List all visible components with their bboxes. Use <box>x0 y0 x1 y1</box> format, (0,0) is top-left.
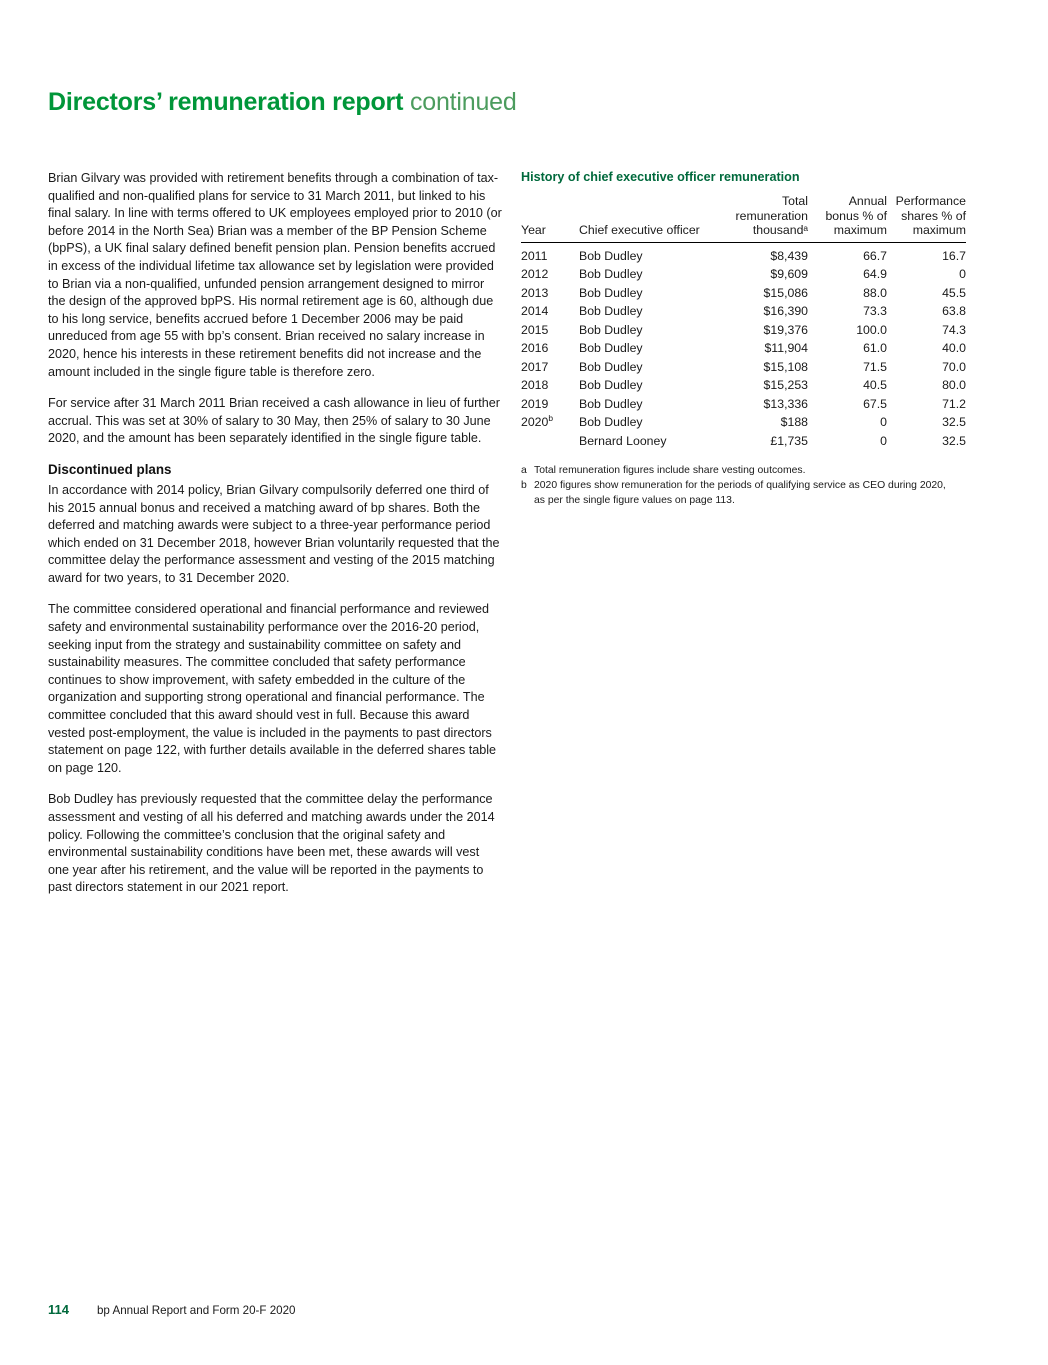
cell-shares: 32.5 <box>942 415 966 430</box>
column-header-officer-line3: Chief executive officer <box>579 223 700 238</box>
cell-shares: 16.7 <box>942 248 966 263</box>
year-value: 2011 <box>521 248 548 263</box>
column-header-bonus-line3: maximum <box>833 223 887 238</box>
footnote-b-continued: as per the single figure values on page 113. <box>534 494 735 506</box>
table-row <box>521 340 966 359</box>
cell-bonus: 73.3 <box>863 304 887 319</box>
cell-officer: Bob Dudley <box>579 304 643 319</box>
right-column <box>521 170 966 509</box>
column-header-annual-bonus <box>808 194 887 242</box>
year-value: 2019 <box>521 396 549 411</box>
cell-total: $15,108 <box>763 359 808 374</box>
cell-shares: 32.5 <box>942 433 966 448</box>
year-value: 2013 <box>521 285 549 300</box>
paragraph-2: For service after 31 March 2011 Brian received a cash allowance in lieu of further accrual. This was set at 30% of salary to 30 May, then 25% of salary to 30 June 2020, and the amount has been separately identified in the single figure table. <box>48 396 500 446</box>
cell-officer: Bob Dudley <box>579 396 643 411</box>
cell-year <box>521 395 579 414</box>
cell-year <box>521 321 579 340</box>
table-row <box>521 395 966 414</box>
column-header-bonus-line1: Annual <box>848 194 887 208</box>
cell-shares: 71.2 <box>942 396 966 411</box>
page-title-main: Directors’ remuneration report <box>48 88 404 116</box>
paragraph-1: Brian Gilvary was provided with retirement benefits through a combination of tax-qualified and non-qualified plans for service to 31 March 2011, but linked to his final salary. In line with terms offered to UK employees employed prior to 2010 (or before 2014 in the North Sea) Brian was a member of the BP Pension Scheme (bpPS), a UK final salary defined benefit pension plan. Pension benefits accrued in excess of the individual lifetime tax allowance set by legislation were provided to Brian via a non-qualified, unfunded pension arrangement designed to mirror the design of the approved bpPS. His normal retirement age is 60, although due to his long service, benefits accrued before 1 December 2006 may be paid unreduced from age 55 with bp’s consent. Brian received no salary increase in 2020, hence his interests in these retirement benefits did not increase and the amount included in the single figure table is therefore zero. <box>48 171 502 379</box>
cell-bonus: 71.5 <box>863 359 887 374</box>
cell-bonus: 88.0 <box>863 285 887 300</box>
column-header-total-remuneration <box>729 194 808 242</box>
cell-year <box>521 303 579 322</box>
table-title: History of chief executive officer remuneration <box>521 170 800 184</box>
cell-bonus: 66.7 <box>863 248 887 263</box>
ceo-remuneration-table <box>521 194 966 451</box>
cell-year <box>521 242 579 266</box>
paragraph-5: Bob Dudley has previously requested that the committee delay the performance assessment and vesting of all his deferred and matching awards under the 2014 policy. Following the committee’s conclusion that the original safety and environmental sustainability conditions have been met, these awards will vest one year after his retirement, and the value will be reported in the payments to past directors statement in our 2021 report. <box>48 792 495 895</box>
column-header-bonus-line2: bonus % of <box>825 208 887 223</box>
year-value: 2017 <box>521 359 549 374</box>
column-header-year-line3: Year <box>521 223 546 238</box>
column-header-total-line3: thousandᵃ <box>752 223 808 238</box>
cell-shares: 80.0 <box>942 378 966 393</box>
cell-officer: Bob Dudley <box>579 415 643 430</box>
page-number: 114 <box>48 1302 69 1317</box>
table-header-row <box>521 194 966 242</box>
year-value: 2014 <box>521 304 549 319</box>
cell-year <box>521 266 579 285</box>
year-value: 2012 <box>521 267 549 282</box>
table-row <box>521 303 966 322</box>
column-header-total-line1: Total <box>782 194 808 208</box>
cell-officer: Bob Dudley <box>579 359 643 374</box>
column-header-shares-line1: Performance <box>895 194 966 208</box>
cell-year <box>521 284 579 303</box>
column-header-year <box>521 194 579 242</box>
cell-officer: Bernard Looney <box>579 433 667 448</box>
cell-total: $16,390 <box>763 304 808 319</box>
cell-shares: 45.5 <box>942 285 966 300</box>
cell-shares: 0 <box>959 267 966 282</box>
cell-bonus: 67.5 <box>863 396 887 411</box>
table-row <box>521 414 966 433</box>
cell-bonus: 0 <box>880 433 887 448</box>
cell-shares: 70.0 <box>942 359 966 374</box>
cell-bonus: 61.0 <box>863 341 887 356</box>
page-title <box>48 88 517 117</box>
table-row <box>521 432 966 451</box>
table-row <box>521 321 966 340</box>
table-row <box>521 284 966 303</box>
cell-year <box>521 377 579 396</box>
section-heading-discontinued-plans: Discontinued plans <box>48 461 172 477</box>
cell-total: $19,376 <box>763 322 808 337</box>
year-value: 2015 <box>521 322 549 337</box>
table-row <box>521 242 966 266</box>
footnote-b <box>521 479 966 493</box>
cell-officer: Bob Dudley <box>579 378 643 393</box>
year-value: 2018 <box>521 378 549 393</box>
cell-bonus: 0 <box>880 415 887 430</box>
cell-total: $13,336 <box>763 396 808 411</box>
cell-total: $8,439 <box>770 248 808 263</box>
cell-officer: Bob Dudley <box>579 322 643 337</box>
cell-shares: 63.8 <box>942 304 966 319</box>
table-body <box>521 242 966 451</box>
column-header-shares-line2: shares % of <box>901 208 966 223</box>
footnote-b-text: 2020 figures show remuneration for the periods of qualifying service as CEO during 2020, <box>534 479 946 491</box>
footer-text: bp Annual Report and Form 20-F 2020 <box>96 1304 296 1317</box>
cell-officer: Bob Dudley <box>579 341 643 356</box>
table-footnotes <box>521 464 966 508</box>
paragraph-3: In accordance with 2014 policy, Brian Gilvary compulsorily deferred one third of his 2015 annual bonus and received a matching award of bp shares. Both the deferred and matching awards were subject to a three-year performance period which ended on 31 December 2018, however Brian voluntarily requested that the committee delay the performance assessment and vesting of the 2015 matching award for two years, to 31 December 2020. <box>48 482 500 585</box>
cell-officer: Bob Dudley <box>579 248 643 263</box>
cell-total: $15,086 <box>763 285 808 300</box>
footnote-b-mark: b <box>521 479 527 491</box>
cell-total: £1,735 <box>770 433 808 448</box>
page-footer <box>48 1302 296 1317</box>
year-value: 2020 <box>521 415 549 430</box>
column-header-shares-line3: maximum <box>912 223 966 238</box>
footnote-a-text: Total remuneration figures include share vesting outcomes. <box>534 464 806 476</box>
cell-year <box>521 340 579 359</box>
page-title-continued: continued <box>409 88 517 116</box>
cell-total: $15,253 <box>763 378 808 393</box>
column-header-performance-shares <box>887 194 966 242</box>
table-row <box>521 358 966 377</box>
paragraph-4: The committee considered operational and financial performance and reviewed safety and environmental sustainability performance over the 2016-20 period, seeking input from the strategy and sustainability committee on safety and sustainability measures. The committee concluded that safety performance continues to show improvement, with safety embedded in the culture of the organization and supporting strong operational and financial performance. The committee concluded that this award should vest in full. Because this award vested post-employment, the value is included in the payments to past directors statement on page 122, with further details available in the deferred shares table on page 120. <box>48 602 497 775</box>
cell-year <box>521 414 579 433</box>
cell-total: $9,609 <box>770 267 808 282</box>
left-column <box>48 170 503 911</box>
cell-officer: Bob Dudley <box>579 285 643 300</box>
year-footnote-mark: b <box>548 413 554 424</box>
cell-shares: 40.0 <box>942 341 966 356</box>
year-value: 2016 <box>521 341 549 356</box>
cell-shares: 74.3 <box>942 322 966 337</box>
column-header-officer <box>579 194 729 242</box>
cell-year <box>521 432 579 451</box>
cell-year <box>521 358 579 377</box>
table-row <box>521 266 966 285</box>
cell-bonus: 64.9 <box>863 267 887 282</box>
cell-bonus: 100.0 <box>856 322 887 337</box>
cell-officer: Bob Dudley <box>579 267 643 282</box>
column-header-total-line2: remuneration <box>735 208 808 223</box>
table-header <box>521 194 966 242</box>
cell-total: $11,904 <box>764 341 808 356</box>
cell-bonus: 40.5 <box>863 378 887 393</box>
cell-total: $188 <box>780 415 808 430</box>
footnote-a-mark: a <box>521 464 527 476</box>
table-row <box>521 377 966 396</box>
footnote-a <box>521 464 966 478</box>
